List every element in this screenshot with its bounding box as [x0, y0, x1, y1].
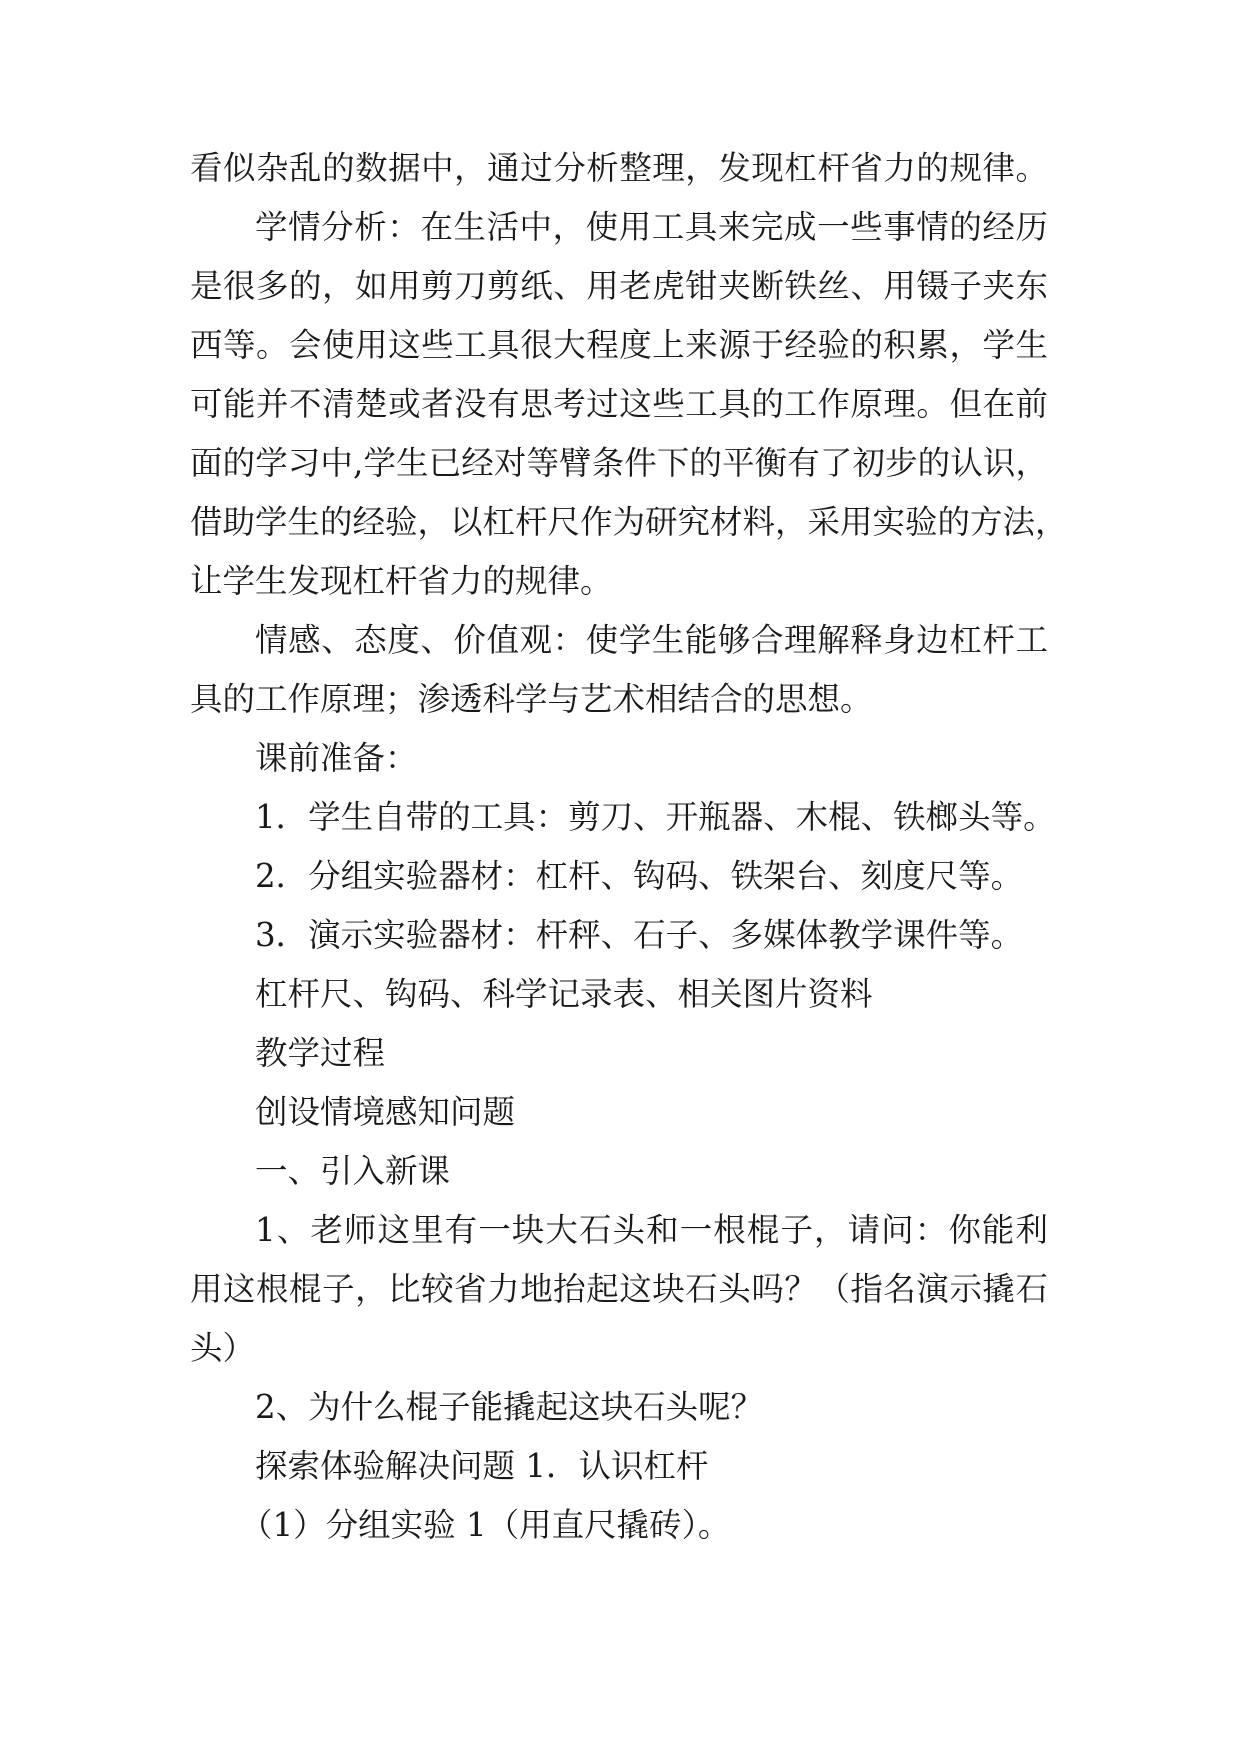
text-line: 西等。会使用这些工具很大程度上来源于经验的积累，学生 [190, 326, 1048, 364]
heading-teaching-process: 教学过程 [255, 1034, 386, 1072]
heading-introduce-lesson: 一、引入新课 [255, 1152, 451, 1190]
question-1-start: 1、老师这里有一块大石头和一根棍子，请问：你能利 [255, 1211, 1048, 1249]
heading-explore: 探索体验解决问题 1．认识杠杆 [255, 1447, 709, 1485]
text-line: 是很多的，如用剪刀剪纸、用老虎钳夹断铁丝、用镊子夹东 [190, 267, 1048, 305]
experiment-1: （1）分组实验 1（用直尺撬砖）。 [240, 1506, 731, 1544]
question-2: 2、为什么棍子能撬起这块石头呢？ [255, 1388, 764, 1426]
list-item-1: 1．学生自带的工具：剪刀、开瓶器、木棍、铁榔头等。 [255, 798, 1056, 836]
text-line: 面的学习中,学生已经对等臂条件下的平衡有了初步的认识， [190, 444, 1048, 482]
list-item-2: 2．分组实验器材：杠杆、钩码、铁架台、刻度尺等。 [255, 857, 1024, 895]
text-line: 用这根棍子，比较省力地抬起这块石头吗？（指名演示撬石 [190, 1270, 1048, 1308]
heading-preparation: 课前准备： [255, 739, 418, 777]
paragraph-learning-analysis-start: 学情分析：在生活中，使用工具来完成一些事情的经历 [255, 208, 1048, 246]
materials-line: 杠杆尺、钩码、科学记录表、相关图片资料 [255, 975, 873, 1013]
text-line: 借助学生的经验，以杠杆尺作为研究材料，采用实验的方法， [190, 503, 1068, 541]
text-line: 头） [190, 1329, 256, 1367]
text-line: 让学生发现杠杆省力的规律。 [190, 562, 613, 600]
paragraph-emotion-values-start: 情感、态度、价值观：使学生能够合理解释身边杠杆工 [255, 621, 1048, 659]
text-line: 具的工作原理；渗透科学与艺术相结合的思想。 [190, 680, 873, 718]
text-line: 可能并不清楚或者没有思考过这些工具的工作原理。但在前 [190, 385, 1048, 423]
text-line: 看似杂乱的数据中，通过分析整理，发现杠杆省力的规律。 [190, 149, 1048, 187]
list-item-3: 3．演示实验器材：杆秤、石子、多媒体教学课件等。 [255, 916, 1024, 954]
heading-create-situation: 创设情境感知问题 [255, 1093, 516, 1131]
